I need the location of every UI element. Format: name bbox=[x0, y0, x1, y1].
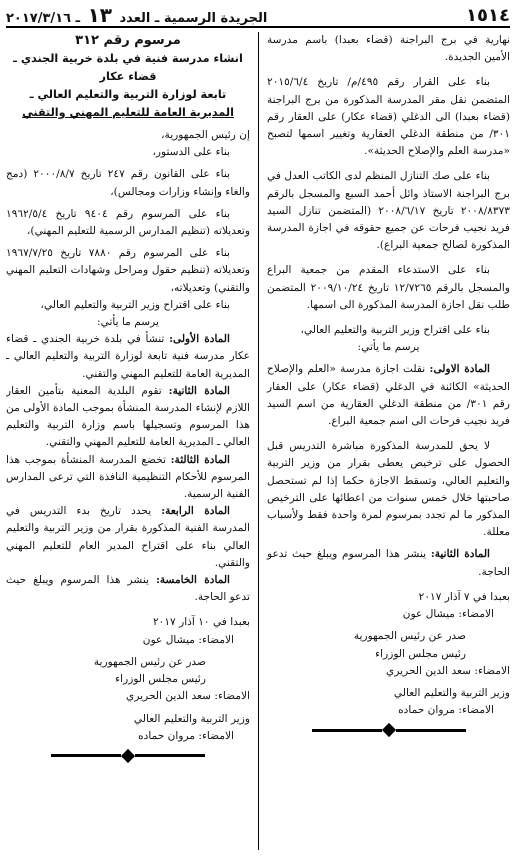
minister-title: وزير التربية والتعليم العالي bbox=[133, 712, 250, 725]
signature-president bbox=[6, 632, 250, 649]
signature-label: الامضاء: bbox=[458, 704, 494, 717]
right-column bbox=[258, 32, 510, 850]
gazette-name: الجريدة الرسمية ـ العدد bbox=[119, 11, 268, 26]
pm-title: رئيس مجلس الوزراء bbox=[375, 647, 466, 660]
page-columns bbox=[6, 32, 510, 850]
end-ornament bbox=[6, 751, 250, 761]
article-text: نقلت اجازة مدرسة «العلم والإصلاح الحديثة» الكائنة في الدغلي (قضاء عكار) على العقار رقم ٣٠١/ من منطقة الدغلي العقارية من اسم السيد فريد نجيب فرحات الى اسم جمعية البراع. bbox=[267, 363, 510, 428]
paragraph: بناء على المرسوم رقم ٧٨٨٠ تاريخ ١٩٦٧/٧/٢٥ وتعديلاته (تنظيم حقول ومراحل وشهادات التعليم المهني والتقني) وتعديلاته، bbox=[6, 247, 250, 294]
page-number: ١٥١٤ bbox=[466, 4, 510, 26]
signature-label: الامضاء: bbox=[474, 664, 510, 677]
paragraph: بناء على المرسوم رقم ٩٤٠٤ تاريخ ١٩٦٢/٥/٤ وتعديلاته (تنظيم المدارس الرسمية للتعليم المهني)، bbox=[6, 207, 250, 238]
article-text: تنشأ في بلدة خربية الجندي ـ قضاء عكار مدرسة فنية تابعة لوزارة التربية والتعليم العالي ـ المديرية العامة للتعليم المهني والتقني. bbox=[6, 333, 250, 380]
signature-name: سعد الدين الحريري bbox=[126, 690, 211, 703]
signature-minister bbox=[6, 728, 250, 745]
paragraph: بناء على اقتراح وزير التربية والتعليم العالي، bbox=[40, 298, 230, 311]
signature-pm bbox=[6, 688, 250, 705]
paragraph: بناء على صك التنازل المنظم لدى الكاتب العدل في برج البراجنة الاستاذ وائل أحمد السبع والمسجل بالرقم ٢٠٠٨/٨٣٧٣ تاريخ ٢٠٠٨/٦/١٧ (المتضمن تنازل السيد فريد نجيب فرحات عن جميع حقوقه في اجازة المدرسة المذكورة لصالح جمعية البراع). bbox=[267, 170, 510, 252]
signature-name: سعد الدين الحريري bbox=[386, 664, 471, 677]
pm-title: رئيس مجلس الوزراء bbox=[115, 673, 206, 686]
paragraph: بناء على القانون رقم ٢٤٧ تاريخ ٢٠٠٠/٨/٧ (دمج والغاء وإنشاء وزارات ومجالس)، bbox=[6, 168, 250, 198]
issue-number: ١٣ bbox=[87, 3, 112, 27]
signature-name: ميشال عون bbox=[402, 608, 455, 621]
decree-intro: يرسم ما يأتي: bbox=[357, 341, 420, 354]
minister-title: وزير التربية والتعليم العالي bbox=[393, 686, 510, 699]
signature-pm bbox=[267, 663, 510, 680]
article-text: يحدد تاريخ بدء التدريس في المدرسة الفنية المذكورة بقرار من وزير التربية والتعليم العالي بناء على اقتراح المدير العام للتعليم المهني والتقني. bbox=[6, 505, 250, 569]
decree-number: مرسوم رقم ٣١٢ bbox=[75, 33, 181, 48]
signature-date: بعبدا في ١٠ آذار ٢٠١٧ bbox=[152, 616, 250, 629]
paragraph: بناء على القرار رقم ٤٩٥/م/ تاريخ ٢٠١٥/٦/٤ المتضمن نقل مقر المدرسة المذكورة من برج البراجنة (قضاء بعبدا) الى الدغلي (قضاء عكار) على العقار رقم ٣٠١/ من منطقة الدغلي العقارية وتغيير اسمها لتصبح «مدرسة العلم والإصلاح الحديثة». bbox=[267, 76, 510, 158]
end-ornament bbox=[267, 725, 510, 735]
article-label: المادة الاولى: bbox=[429, 363, 490, 376]
article-1 bbox=[267, 361, 510, 430]
signature-label: الامضاء: bbox=[198, 633, 234, 646]
signature-date: بعبدا في ٧ آذار ٢٠١٧ bbox=[418, 590, 510, 603]
signature-label: الامضاء: bbox=[214, 690, 250, 703]
article-label: المادة الثانية: bbox=[430, 548, 491, 561]
signature-president bbox=[267, 606, 510, 623]
article-text: ينشر هذا المرسوم ويبلغ حيث تدعو الحاجة. bbox=[6, 574, 250, 604]
article-label: المادة الخامسة: bbox=[155, 574, 230, 587]
paragraph: بناء على الدستور، bbox=[152, 146, 230, 159]
issued-by: صدر عن رئيس الجمهورية bbox=[93, 655, 206, 668]
signature-minister bbox=[267, 702, 510, 719]
issue-date: ـ ٢٠١٧/٣/١٦ bbox=[6, 11, 81, 26]
decree-intro: يرسم ما يأتي: bbox=[97, 316, 159, 329]
decree-title-line: انشاء مدرسة فنية في بلدة خربية الجندي ـ قضاء عكار bbox=[13, 52, 243, 83]
article-2 bbox=[6, 383, 250, 452]
article-text: تقوم البلدية المعنية بتأمين العقار اللازم لإنشاء المدرسة المنشأة بموجب المادة الأولى من هذا المرسوم وتسجيلها باسم وزارة التربية والتعليم العالي ـ المديرية العامة للتعليم المهني والتقني. bbox=[6, 384, 250, 449]
article-label: المادة الأولى: bbox=[169, 333, 230, 346]
article-label: المادة الثالثة: bbox=[170, 453, 230, 466]
paragraph: إن رئيس الجمهورية، bbox=[161, 129, 250, 141]
decree-title-line: تابعة لوزارة التربية والتعليم العالي ـ bbox=[29, 88, 227, 101]
gazette-title bbox=[6, 3, 267, 27]
article-5 bbox=[6, 572, 250, 606]
article-3 bbox=[6, 452, 250, 504]
left-column bbox=[6, 32, 258, 850]
article-4 bbox=[6, 503, 250, 572]
article-text: ينشر هذا المرسوم ويبلغ حيث تدعو الحاجة. bbox=[267, 548, 510, 578]
article-label: المادة الثانية: bbox=[168, 384, 230, 397]
paragraph: بناء على الاستدعاء المقدم من جمعية البراع والمسجل بالرقم ١٢/٧٢٦٥ تاريخ ٢٠٠٩/١٠/٢٤ المتضمن طلب نقل اجازة المدرسة المذكورة الى اسمها. bbox=[267, 264, 510, 311]
decree-title-block bbox=[6, 32, 250, 122]
signature-name: ميشال عون bbox=[142, 633, 195, 646]
article-text: تخضع المدرسة المنشأة بموجب هذا المرسوم للأحكام التنظيمية النافذة التي ترعى المدارس الفنية الرسمية. bbox=[6, 453, 250, 501]
issued-by: صدر عن رئيس الجمهورية bbox=[353, 630, 466, 643]
paragraph: نهارية في برج البراجنة (قضاء بعبدا) باسم مدرسة الأمين الجديدة. bbox=[267, 34, 510, 64]
signature-label: الامضاء: bbox=[198, 729, 234, 742]
paragraph: بناء على اقتراح وزير التربية والتعليم العالي، bbox=[300, 324, 490, 337]
article-1 bbox=[6, 331, 250, 383]
article-2 bbox=[267, 546, 510, 580]
signature-label: الامضاء: bbox=[458, 608, 494, 621]
article-label: المادة الرابعة: bbox=[161, 505, 230, 518]
paragraph: لا يحق للمدرسة المذكورة مباشرة التدريس قبل الحصول على ترخيص يعطى بقرار من وزير التربية والتعليم العالي، وتسقط الاجازة حكما إذا لم تستحصل صاحبتها خلال خمس سنوات من اعطائها على الترخيص المذكور ما لم تجدد بمرسوم لمرة واحدة فقط ولأسباب معللة. bbox=[267, 440, 510, 539]
signature-name: مروان حماده bbox=[398, 704, 455, 717]
page-header bbox=[6, 4, 510, 28]
signature-name: مروان حماده bbox=[138, 729, 195, 742]
decree-title-line: المديرية العامة للتعليم المهني والتقني bbox=[22, 106, 234, 119]
